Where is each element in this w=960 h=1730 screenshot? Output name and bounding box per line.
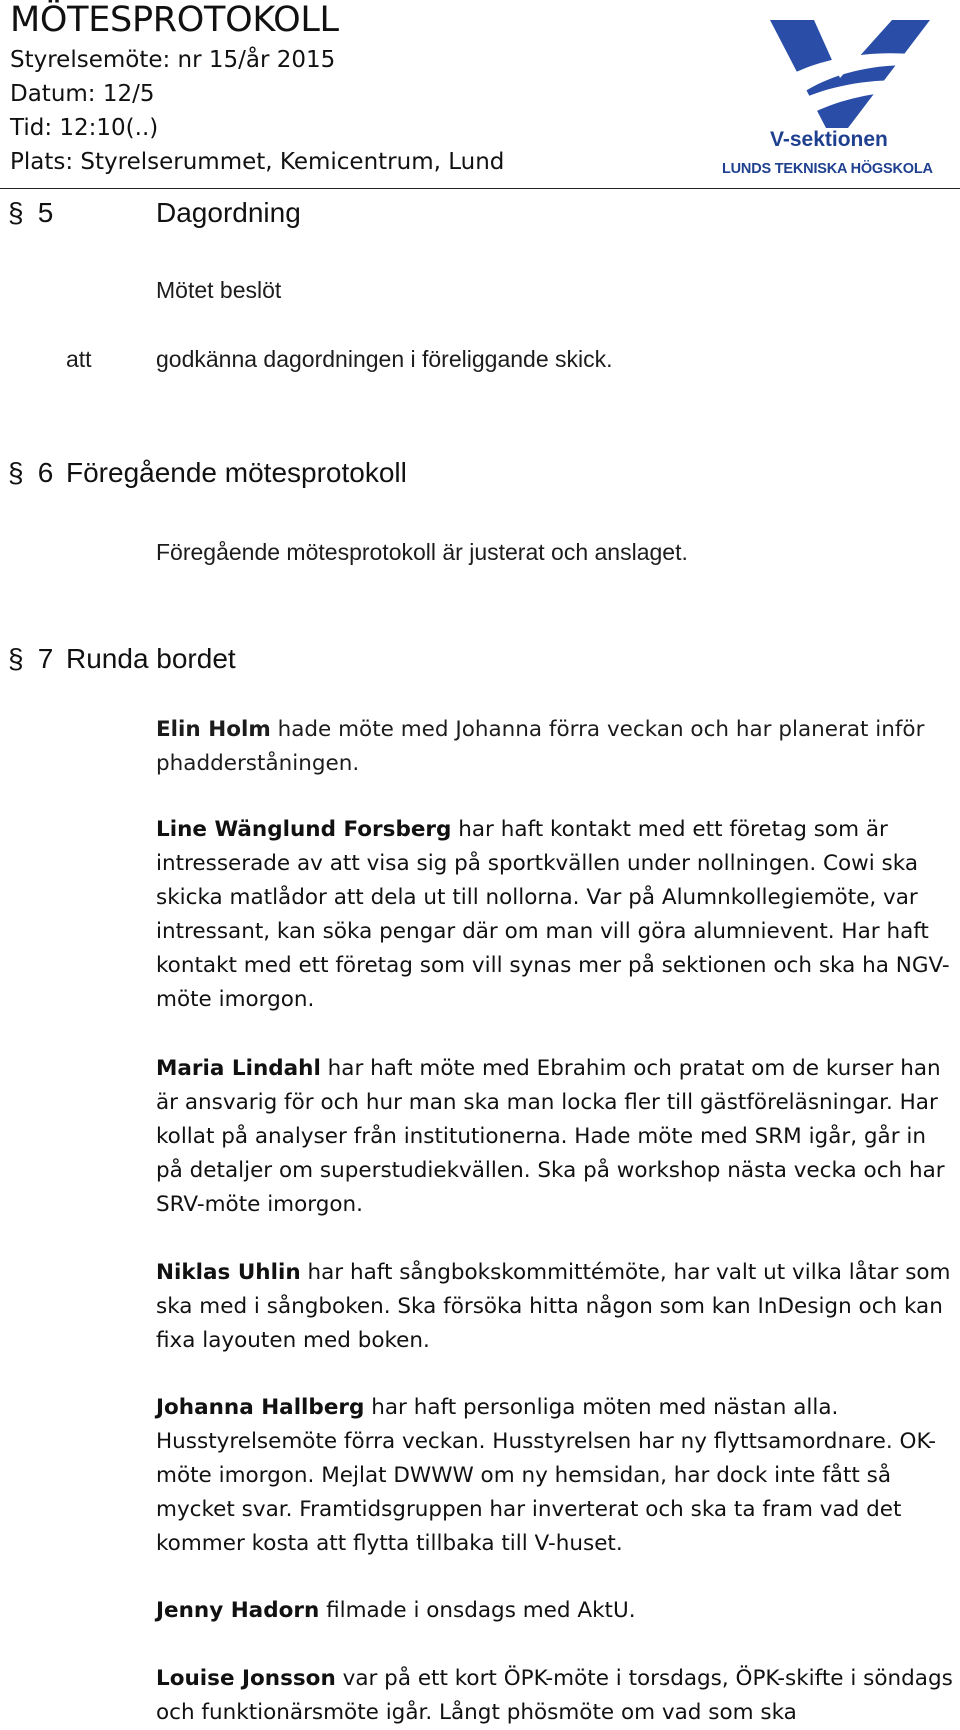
v-sektionen-logo <box>722 14 952 184</box>
member-report: hade möte med Johanna förra veckan och har planerat inför phadderståningen. <box>156 717 925 776</box>
section-title: Runda bordet <box>66 643 236 674</box>
member-name: Line Wänglund Forsberg <box>156 817 452 842</box>
section-number: 5 <box>37 197 54 228</box>
member-report: har haft möte med Ebrahim och pratat om de kurser han är ansvarig för och hur man ska man locka fler till gästföreläsningar. Har kollat på analyser från institutionerna. Hade möte med SRM igår, går in på detaljer om superstudiekvällen. Ska på workshop nästa vecka och har SRV-möte imorgon. <box>156 1056 945 1217</box>
document-header <box>0 0 960 192</box>
round-entry <box>156 1662 956 1730</box>
header-divider <box>0 188 960 189</box>
section-mark: § <box>8 457 24 488</box>
member-name: Maria Lindahl <box>156 1056 321 1081</box>
meeting-number: Styrelsemöte: nr 15/år 2015 <box>10 47 336 73</box>
member-name: Johanna Hallberg <box>156 1395 365 1420</box>
round-entry <box>156 1052 956 1222</box>
round-entry <box>156 1594 956 1628</box>
section-number: 7 <box>37 643 54 674</box>
round-entry <box>156 713 956 781</box>
logo-name: V-sektionen <box>770 128 888 151</box>
member-name: Niklas Uhlin <box>156 1260 301 1285</box>
round-entry <box>156 1391 956 1561</box>
member-name: Louise Jonsson <box>156 1666 336 1691</box>
section-6-text: Föregående mötesprotokoll är justerat och anslaget. <box>156 539 688 565</box>
member-report: var på ett kort ÖPK-möte i torsdags, ÖPK-skifte i söndags och funktionärsmöte igår. Långt phösmöte om vad som ska <box>156 1666 953 1725</box>
member-report: har haft sångbokskommittémöte, har valt ut vilka låtar som ska med i sångboken. Ska försöka hitta någon som kan InDesign och kan fixa layouten med boken. <box>156 1260 951 1353</box>
section-mark: § <box>8 643 24 674</box>
section-title: Föregående mötesprotokoll <box>66 457 407 488</box>
member-report: filmade i onsdags med AktU. <box>319 1598 636 1623</box>
meeting-time: Tid: 12:10(..) <box>10 115 159 141</box>
section-title: Dagordning <box>156 197 301 228</box>
decision-label: att <box>66 346 92 372</box>
decision-intro: Mötet beslöt <box>156 277 282 303</box>
section-mark: § <box>8 197 24 228</box>
section-6-heading <box>8 456 407 490</box>
member-name: Elin Holm <box>156 717 271 742</box>
member-report: har haft personliga möten med nästan alla. Husstyrelsemöte förra veckan. Husstyrelsen har ny flyttsamordnare. OK-möte imorgon. Mejlat DWWW om ny hemsidan, har dock inte fått så mycket svar. Framtidsgruppen har inverterat och ska ta fram vad det kommer kosta att flytta tillbaka till V-huset. <box>156 1395 937 1556</box>
decision-text: godkänna dagordningen i föreliggande skick. <box>156 346 613 372</box>
member-report: har haft kontakt med ett företag som är intresserade av att visa sig på sportkvällen under nollningen. Cowi ska skicka matlådor att dela ut till nollorna. Var på Alumnkollegiemöte, var intressant, kan söka pengar där om man vill göra alumnievent. Har haft kontakt med ett företag som vill synas mer på sektionen och ska ha NGV-möte imorgon. <box>156 817 950 1012</box>
document-title: MÖTESPROTOKOLL <box>10 0 339 40</box>
logo-subtitle: LUNDS TEKNISKA HÖGSKOLA <box>722 161 933 177</box>
meeting-date: Datum: 12/5 <box>10 81 155 107</box>
round-entry <box>156 813 956 1017</box>
round-entry <box>156 1256 956 1358</box>
section-number: 6 <box>37 457 54 488</box>
meeting-place: Plats: Styrelserummet, Kemicentrum, Lund <box>10 149 505 175</box>
section-7-heading <box>8 642 236 676</box>
section-5-heading <box>8 196 301 230</box>
member-name: Jenny Hadorn <box>156 1598 320 1623</box>
